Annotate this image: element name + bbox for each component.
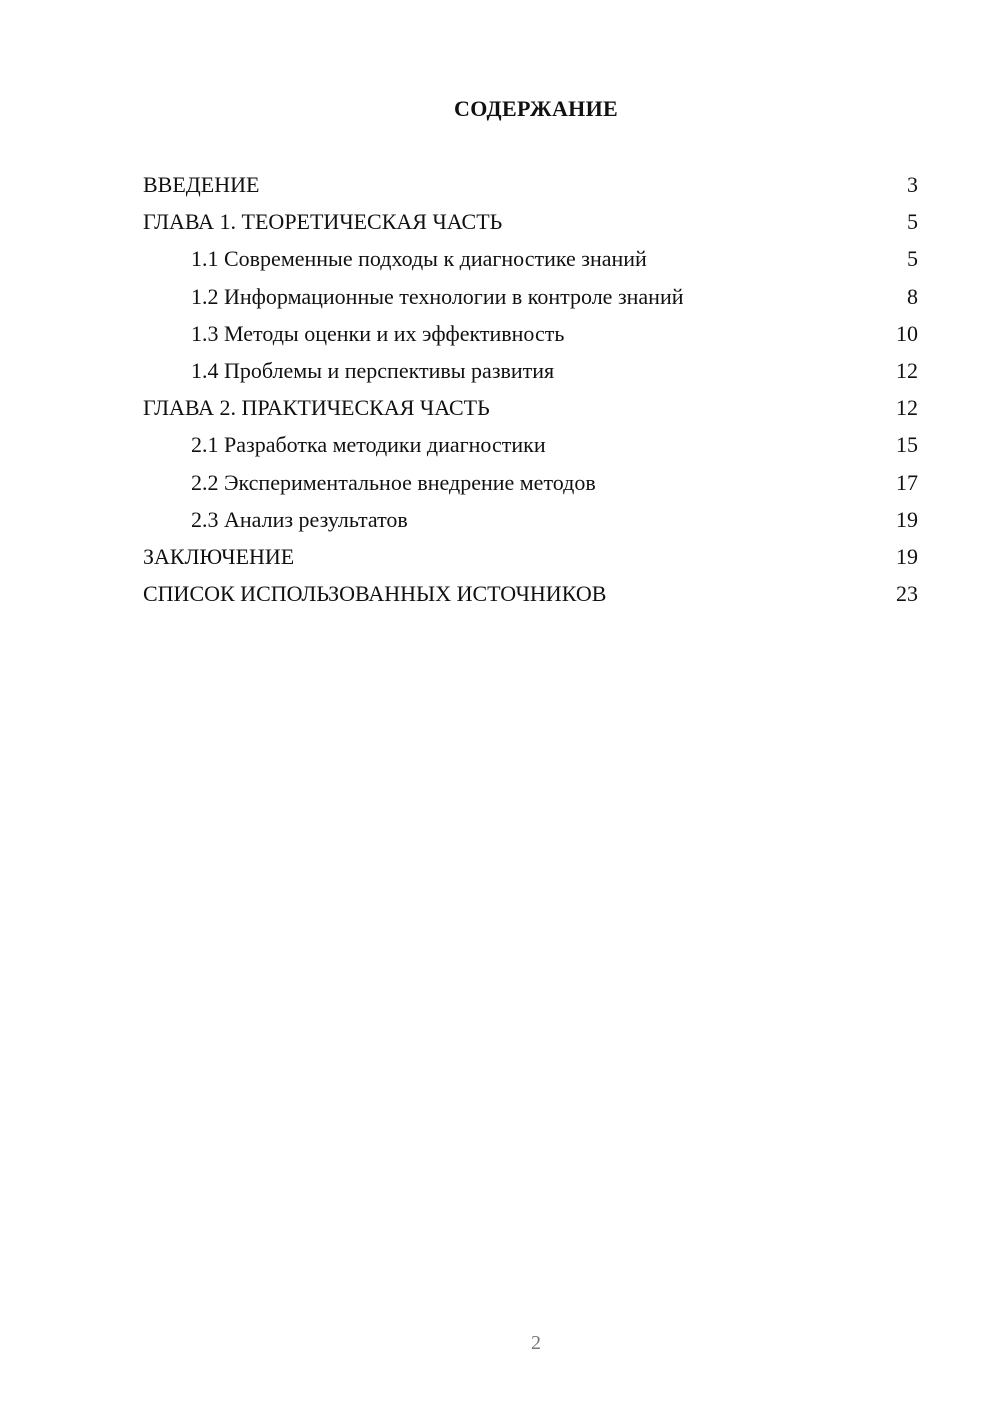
toc-entry-label: 2.3 Анализ результатов (191, 506, 408, 532)
toc-entry-page: 23 (896, 581, 918, 607)
toc-entry-page: 15 (896, 432, 918, 458)
toc-entry-section-2-1[interactable] (143, 426, 918, 463)
toc-entry-introduction[interactable] (143, 166, 918, 203)
toc-entry-label: 2.1 Разработка методики диагностики (191, 432, 546, 458)
toc-entry-conclusion[interactable] (143, 538, 918, 575)
toc-entry-section-1-3[interactable] (143, 315, 918, 352)
toc-entry-chapter-2[interactable] (143, 389, 918, 426)
toc-entry-page: 8 (907, 283, 918, 309)
toc-entry-label: 2.2 Экспериментальное внедрение методов (191, 469, 596, 495)
toc-title: СОДЕРЖАНИЕ (454, 96, 618, 121)
toc-entry-section-1-1[interactable] (143, 240, 918, 277)
toc-entry-page: 3 (907, 172, 918, 197)
toc-entry-section-1-2[interactable] (143, 278, 918, 315)
toc-entry-section-2-2[interactable] (143, 464, 918, 501)
toc-entry-page: 10 (896, 320, 918, 346)
toc-entry-section-1-4[interactable] (143, 352, 918, 389)
toc-entry-label: СПИСОК ИСПОЛЬЗОВАННЫХ ИСТОЧНИКОВ (143, 581, 607, 607)
toc-entry-label: 1.2 Информационные технологии в контроле знаний (191, 283, 684, 309)
toc-entry-label: ГЛАВА 2. ПРАКТИЧЕСКАЯ ЧАСТЬ (143, 395, 490, 421)
toc-entry-page: 19 (896, 543, 918, 569)
toc-entry-page: 5 (907, 209, 918, 235)
toc-entry-references[interactable] (143, 575, 918, 612)
page-number: 2 (531, 1332, 541, 1354)
toc-entry-section-2-3[interactable] (143, 501, 918, 538)
toc-entry-page: 5 (907, 246, 918, 272)
table-of-contents (143, 166, 918, 612)
toc-entry-label: 1.4 Проблемы и перспективы развития (191, 357, 555, 383)
toc-entry-page: 12 (896, 357, 918, 383)
toc-entry-label: ЗАКЛЮЧЕНИЕ (143, 543, 295, 569)
toc-entry-label: 1.1 Современные подходы к диагностике знаний (191, 246, 647, 272)
toc-entry-page: 12 (896, 395, 918, 421)
toc-entry-page: 19 (896, 506, 918, 532)
toc-entry-label: 1.3 Методы оценки и их эффективность (191, 320, 565, 346)
toc-entry-chapter-1[interactable] (143, 203, 918, 240)
toc-entry-label: ГЛАВА 1. ТЕОРЕТИЧЕСКАЯ ЧАСТЬ (143, 209, 503, 235)
toc-entry-label: ВВЕДЕНИЕ (143, 172, 260, 197)
toc-entry-page: 17 (896, 469, 918, 495)
